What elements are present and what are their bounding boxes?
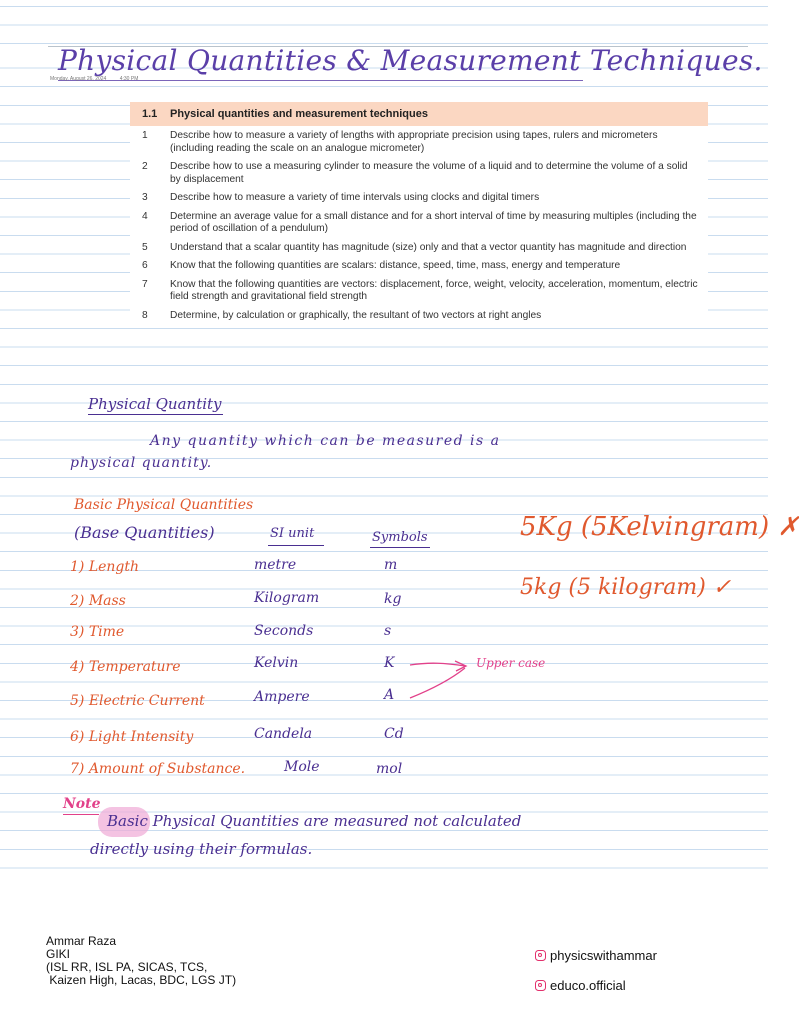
instagram-icon [535, 950, 546, 961]
page-time: 4:30 PM [119, 76, 139, 82]
instagram-handle: physicswithammar [550, 948, 657, 963]
note-label: Note [63, 796, 101, 812]
quantity-unit: Mole [284, 759, 320, 775]
item-number: 1 [142, 130, 148, 141]
quantity-label: 7) Amount of Substance. [70, 761, 246, 777]
item-number: 6 [142, 260, 148, 271]
quantity-unit: metre [254, 557, 297, 573]
base-quantities-heading: (Base Quantities) [74, 523, 215, 542]
item-text: Know that the following quantities are scalars: distance, speed, time, mass, energy and temperature [170, 260, 621, 271]
wrong-example-text: 5Kg (5Kelvingram) [520, 512, 770, 542]
item-text: Know that the following quantities are vectors: displacement, force, weight, velocity, acceleration, momentum, electric field strength and gravitational field strength [170, 278, 698, 302]
quantity-symbol: Cd [384, 726, 404, 742]
item-text: Describe how to measure a variety of time intervals using clocks and digital timers [170, 192, 540, 203]
definition-line-1: Any quantity which can be measured is a [150, 433, 501, 449]
definition-line-2: physical quantity. [70, 455, 213, 471]
physical-quantity-heading: Physical Quantity [88, 395, 222, 413]
item-number: 7 [142, 278, 148, 290]
cross-mark-icon: ✗ [777, 512, 799, 542]
note-line-1: Basic Physical Quantities are measured not calculated [107, 812, 522, 830]
right-example-text: 5kg (5 kilogram) [520, 575, 706, 600]
si-unit-header: SI unit [270, 526, 315, 541]
item-number: 4 [142, 210, 148, 222]
quantity-label: 5) Electric Current [70, 693, 205, 709]
quantity-symbol: mol [376, 761, 403, 777]
section-number: 1.1 [142, 108, 158, 120]
item-text: Describe how to measure a variety of lengths with appropriate precision using tapes, rulers and micrometers (including reading the scale on an analogue micrometer) [170, 130, 658, 154]
item-number: 3 [142, 192, 148, 203]
item-number: 2 [142, 161, 148, 172]
quantity-symbol: K [384, 655, 395, 671]
page-title: Physical Quantities & Measurement Techniques. [58, 44, 763, 77]
page-date: Monday, August 26, 2024 [50, 76, 107, 82]
social-instagram-1[interactable] [535, 948, 657, 963]
quantity-symbol: m [384, 557, 398, 573]
social-instagram-2[interactable] [535, 978, 626, 993]
quantity-label: 4) Temperature [70, 659, 181, 675]
note-underline [63, 814, 99, 815]
quantity-label: 3) Time [70, 624, 125, 640]
upper-case-note: Upper case [476, 656, 546, 670]
symbols-header: Symbols [372, 530, 428, 545]
quantity-unit: Kilogram [254, 590, 320, 606]
author-info: Ammar Raza GIKI (ISL RR, ISL PA, SICAS, TCS, Kaizen High, Lacas, BDC, LGS JT) [46, 934, 237, 987]
quantity-symbol: A [384, 687, 395, 703]
basic-quantities-heading: Basic Physical Quantities [74, 497, 254, 513]
item-number: 8 [142, 309, 148, 321]
section-title: Physical quantities and measurement techniques [170, 108, 428, 120]
instagram-handle: educo.official [550, 978, 626, 993]
quantity-unit: Candela [254, 726, 313, 742]
quantity-symbol: kg [384, 591, 402, 607]
quantity-unit: Kelvin [254, 655, 299, 671]
quantity-unit: Ampere [254, 689, 310, 705]
quantity-symbol: s [384, 623, 392, 639]
quantity-label: 1) Length [70, 559, 140, 575]
item-text: Describe how to use a measuring cylinder to measure the volume of a liquid and to determine the volume of a solid by displacement [170, 161, 688, 185]
item-text: Determine an average value for a small distance and for a short interval of time by measuring multiples (including the period of oscillation of a pendulum) [170, 210, 697, 234]
quantity-label: 6) Light Intensity [70, 729, 194, 745]
check-mark-icon: ✓ [712, 575, 732, 600]
quantity-unit: Seconds [254, 623, 314, 639]
item-number: 5 [142, 241, 148, 253]
item-text: Determine, by calculation or graphically, the resultant of two vectors at right angles [170, 309, 542, 321]
note-line-2: directly using their formulas. [90, 840, 313, 858]
instagram-icon [535, 980, 546, 991]
quantity-label: 2) Mass [70, 593, 126, 609]
item-text: Understand that a scalar quantity has magnitude (size) only and that a vector quantity has magnitude and direction [170, 241, 687, 253]
